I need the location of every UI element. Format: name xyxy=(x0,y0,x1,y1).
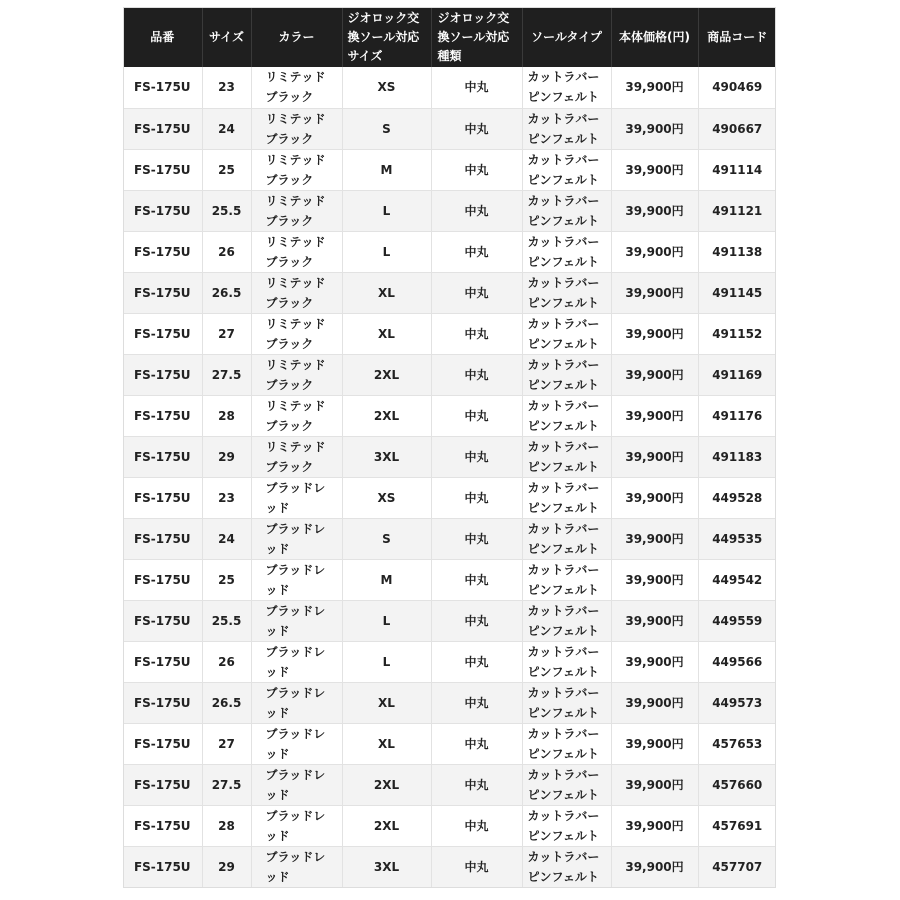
cell-product-number: FS-175U xyxy=(123,231,202,272)
cell-product-code: 449528 xyxy=(698,477,776,518)
cell-text: ブラッドレッド xyxy=(265,562,326,597)
cell-size: 28 xyxy=(202,805,251,846)
cell-product-number: FS-175U xyxy=(123,559,202,600)
cell-geolock-sole-type: 中丸 xyxy=(431,272,522,313)
cell-geolock-sole-type: 中丸 xyxy=(431,313,522,354)
cell-text: ブラッドレッド xyxy=(265,644,326,679)
cell-geolock-sole-type: 中丸 xyxy=(431,231,522,272)
cell-size: 25 xyxy=(202,559,251,600)
cell-size: 27.5 xyxy=(202,354,251,395)
cell-geolock-sole-type: 中丸 xyxy=(431,354,522,395)
cell-product-code: 491121 xyxy=(698,190,776,231)
table-row xyxy=(123,231,776,272)
cell-text: リミテッドブラック xyxy=(265,152,326,187)
cell-price: 39,900円 xyxy=(611,149,698,190)
cell-text: ブラッドレッド xyxy=(265,808,326,843)
cell-product-number: FS-175U xyxy=(123,518,202,559)
cell-size: 26.5 xyxy=(202,272,251,313)
cell-color xyxy=(251,723,342,764)
cell-product-code: 457691 xyxy=(698,805,776,846)
cell-geolock-sole-type: 中丸 xyxy=(431,682,522,723)
cell-geolock-sole-type: 中丸 xyxy=(431,723,522,764)
cell-sole-type xyxy=(522,682,611,723)
cell-sole-type xyxy=(522,149,611,190)
table-row xyxy=(123,559,776,600)
cell-geolock-sole-size: M xyxy=(342,559,431,600)
cell-geolock-sole-type: 中丸 xyxy=(431,805,522,846)
cell-color xyxy=(251,846,342,887)
table-row xyxy=(123,764,776,805)
cell-color xyxy=(251,600,342,641)
cell-text: カットラバーピンフェルト xyxy=(527,275,600,310)
cell-price: 39,900円 xyxy=(611,436,698,477)
cell-color xyxy=(251,436,342,477)
cell-product-number: FS-175U xyxy=(123,313,202,354)
spec-table-container xyxy=(123,7,776,888)
cell-size: 26.5 xyxy=(202,682,251,723)
cell-text: カットラバーピンフェルト xyxy=(527,603,600,638)
header-product-code: 商品コード xyxy=(698,7,776,67)
header-geolock-sole-size: ジオロック交換ソール対応サイズ xyxy=(342,7,431,67)
cell-geolock-sole-type: 中丸 xyxy=(431,600,522,641)
cell-text: カットラバーピンフェルト xyxy=(527,521,600,556)
cell-product-number: FS-175U xyxy=(123,805,202,846)
cell-product-code: 449573 xyxy=(698,682,776,723)
cell-geolock-sole-type: 中丸 xyxy=(431,395,522,436)
cell-geolock-sole-size: XL xyxy=(342,272,431,313)
cell-price: 39,900円 xyxy=(611,846,698,887)
cell-text: カットラバーピンフェルト xyxy=(527,644,600,679)
cell-sole-type xyxy=(522,231,611,272)
cell-price: 39,900円 xyxy=(611,272,698,313)
cell-text: カットラバーピンフェルト xyxy=(527,439,600,474)
cell-price: 39,900円 xyxy=(611,764,698,805)
cell-sole-type xyxy=(522,805,611,846)
cell-size: 27 xyxy=(202,313,251,354)
table-body xyxy=(123,67,776,887)
cell-product-number: FS-175U xyxy=(123,67,202,108)
cell-text: カットラバーピンフェルト xyxy=(527,357,600,392)
cell-product-code: 491183 xyxy=(698,436,776,477)
table-row xyxy=(123,395,776,436)
cell-text: カットラバーピンフェルト xyxy=(527,849,600,884)
cell-price: 39,900円 xyxy=(611,313,698,354)
cell-size: 26 xyxy=(202,641,251,682)
table-row xyxy=(123,354,776,395)
cell-product-code: 490667 xyxy=(698,108,776,149)
header-sole-type: ソールタイプ xyxy=(522,7,611,67)
cell-sole-type xyxy=(522,313,611,354)
cell-color xyxy=(251,395,342,436)
cell-text: カットラバーピンフェルト xyxy=(527,562,600,597)
cell-geolock-sole-size: 3XL xyxy=(342,436,431,477)
cell-text: カットラバーピンフェルト xyxy=(527,480,600,515)
cell-text: リミテッドブラック xyxy=(265,70,326,105)
cell-geolock-sole-size: 3XL xyxy=(342,846,431,887)
cell-product-number: FS-175U xyxy=(123,436,202,477)
cell-product-code: 457660 xyxy=(698,764,776,805)
cell-geolock-sole-type: 中丸 xyxy=(431,67,522,108)
cell-color xyxy=(251,559,342,600)
cell-product-number: FS-175U xyxy=(123,682,202,723)
cell-price: 39,900円 xyxy=(611,477,698,518)
cell-product-number: FS-175U xyxy=(123,477,202,518)
cell-sole-type xyxy=(522,641,611,682)
cell-product-number: FS-175U xyxy=(123,846,202,887)
cell-price: 39,900円 xyxy=(611,190,698,231)
cell-text: ブラッドレッド xyxy=(265,603,326,638)
cell-color xyxy=(251,108,342,149)
cell-geolock-sole-size: 2XL xyxy=(342,805,431,846)
cell-product-number: FS-175U xyxy=(123,395,202,436)
cell-product-code: 490469 xyxy=(698,67,776,108)
cell-product-code: 449566 xyxy=(698,641,776,682)
cell-text: リミテッドブラック xyxy=(265,193,326,228)
cell-geolock-sole-type: 中丸 xyxy=(431,764,522,805)
table-header xyxy=(123,7,776,67)
cell-product-number: FS-175U xyxy=(123,272,202,313)
cell-text: ブラッドレッド xyxy=(265,685,326,720)
cell-text: ブラッドレッド xyxy=(265,521,326,556)
cell-geolock-sole-size: XS xyxy=(342,67,431,108)
cell-product-number: FS-175U xyxy=(123,764,202,805)
table-row xyxy=(123,682,776,723)
cell-geolock-sole-size: XS xyxy=(342,477,431,518)
cell-sole-type xyxy=(522,600,611,641)
cell-text: カットラバーピンフェルト xyxy=(527,808,600,843)
cell-color xyxy=(251,313,342,354)
cell-geolock-sole-type: 中丸 xyxy=(431,190,522,231)
cell-product-code: 491169 xyxy=(698,354,776,395)
cell-product-number: FS-175U xyxy=(123,723,202,764)
cell-text: カットラバーピンフェルト xyxy=(527,111,600,146)
cell-size: 25 xyxy=(202,149,251,190)
cell-size: 28 xyxy=(202,395,251,436)
cell-color xyxy=(251,641,342,682)
table-row xyxy=(123,67,776,108)
cell-product-code: 491176 xyxy=(698,395,776,436)
cell-text: ブラッドレッド xyxy=(265,726,326,761)
cell-sole-type xyxy=(522,518,611,559)
cell-geolock-sole-size: XL xyxy=(342,682,431,723)
cell-color xyxy=(251,67,342,108)
cell-size: 29 xyxy=(202,846,251,887)
cell-product-number: FS-175U xyxy=(123,600,202,641)
cell-sole-type xyxy=(522,67,611,108)
cell-product-number: FS-175U xyxy=(123,190,202,231)
cell-price: 39,900円 xyxy=(611,231,698,272)
cell-size: 25.5 xyxy=(202,600,251,641)
cell-text: カットラバーピンフェルト xyxy=(527,398,600,433)
cell-color xyxy=(251,805,342,846)
cell-product-number: FS-175U xyxy=(123,354,202,395)
cell-text: カットラバーピンフェルト xyxy=(527,234,600,269)
cell-text: カットラバーピンフェルト xyxy=(527,152,600,187)
cell-color xyxy=(251,477,342,518)
cell-geolock-sole-size: 2XL xyxy=(342,354,431,395)
cell-size: 26 xyxy=(202,231,251,272)
cell-color xyxy=(251,764,342,805)
table-row xyxy=(123,477,776,518)
cell-geolock-sole-type: 中丸 xyxy=(431,559,522,600)
cell-geolock-sole-size: L xyxy=(342,190,431,231)
cell-geolock-sole-size: L xyxy=(342,600,431,641)
cell-text: リミテッドブラック xyxy=(265,316,326,351)
cell-size: 23 xyxy=(202,477,251,518)
cell-color xyxy=(251,518,342,559)
table-row xyxy=(123,272,776,313)
table-row xyxy=(123,518,776,559)
cell-color xyxy=(251,231,342,272)
cell-sole-type xyxy=(522,559,611,600)
cell-size: 24 xyxy=(202,108,251,149)
cell-color xyxy=(251,272,342,313)
table-row xyxy=(123,723,776,764)
cell-size: 27.5 xyxy=(202,764,251,805)
table-row xyxy=(123,108,776,149)
table-row xyxy=(123,600,776,641)
cell-geolock-sole-type: 中丸 xyxy=(431,641,522,682)
table-row xyxy=(123,313,776,354)
cell-geolock-sole-size: S xyxy=(342,108,431,149)
cell-geolock-sole-type: 中丸 xyxy=(431,518,522,559)
header-price: 本体価格(円) xyxy=(611,7,698,67)
cell-price: 39,900円 xyxy=(611,805,698,846)
cell-text: カットラバーピンフェルト xyxy=(527,726,600,761)
cell-price: 39,900円 xyxy=(611,108,698,149)
cell-text: リミテッドブラック xyxy=(265,111,326,146)
cell-sole-type xyxy=(522,354,611,395)
cell-price: 39,900円 xyxy=(611,518,698,559)
cell-price: 39,900円 xyxy=(611,682,698,723)
cell-geolock-sole-size: XL xyxy=(342,723,431,764)
cell-sole-type xyxy=(522,190,611,231)
cell-geolock-sole-size: XL xyxy=(342,313,431,354)
cell-text: カットラバーピンフェルト xyxy=(527,70,600,105)
cell-product-number: FS-175U xyxy=(123,108,202,149)
cell-text: リミテッドブラック xyxy=(265,357,326,392)
cell-geolock-sole-type: 中丸 xyxy=(431,436,522,477)
cell-geolock-sole-size: M xyxy=(342,149,431,190)
cell-sole-type xyxy=(522,846,611,887)
cell-text: カットラバーピンフェルト xyxy=(527,193,600,228)
table-row xyxy=(123,846,776,887)
cell-product-number: FS-175U xyxy=(123,149,202,190)
cell-text: ブラッドレッド xyxy=(265,480,326,515)
cell-product-number: FS-175U xyxy=(123,641,202,682)
cell-size: 29 xyxy=(202,436,251,477)
cell-geolock-sole-size: L xyxy=(342,641,431,682)
cell-price: 39,900円 xyxy=(611,67,698,108)
cell-sole-type xyxy=(522,477,611,518)
cell-text: カットラバーピンフェルト xyxy=(527,767,600,802)
cell-product-code: 449535 xyxy=(698,518,776,559)
cell-product-code: 449559 xyxy=(698,600,776,641)
header-geolock-sole-type: ジオロック交換ソール対応種類 xyxy=(431,7,522,67)
cell-text: ブラッドレッド xyxy=(265,767,326,802)
cell-price: 39,900円 xyxy=(611,641,698,682)
cell-price: 39,900円 xyxy=(611,723,698,764)
cell-color xyxy=(251,682,342,723)
table-row xyxy=(123,641,776,682)
header-product-number: 品番 xyxy=(123,7,202,67)
cell-product-code: 491152 xyxy=(698,313,776,354)
cell-text: リミテッドブラック xyxy=(265,398,326,433)
cell-text: カットラバーピンフェルト xyxy=(527,685,600,720)
table-row xyxy=(123,190,776,231)
cell-color xyxy=(251,190,342,231)
cell-sole-type xyxy=(522,436,611,477)
table-row xyxy=(123,805,776,846)
cell-color xyxy=(251,149,342,190)
cell-product-code: 491114 xyxy=(698,149,776,190)
cell-text: リミテッドブラック xyxy=(265,234,326,269)
cell-sole-type xyxy=(522,108,611,149)
cell-product-code: 491138 xyxy=(698,231,776,272)
cell-sole-type xyxy=(522,764,611,805)
cell-size: 23 xyxy=(202,67,251,108)
cell-price: 39,900円 xyxy=(611,559,698,600)
cell-geolock-sole-size: S xyxy=(342,518,431,559)
cell-geolock-sole-size: L xyxy=(342,231,431,272)
cell-geolock-sole-size: 2XL xyxy=(342,395,431,436)
cell-text: リミテッドブラック xyxy=(265,275,326,310)
cell-product-code: 457653 xyxy=(698,723,776,764)
cell-price: 39,900円 xyxy=(611,600,698,641)
cell-sole-type xyxy=(522,395,611,436)
cell-size: 25.5 xyxy=(202,190,251,231)
cell-price: 39,900円 xyxy=(611,354,698,395)
table-row xyxy=(123,149,776,190)
spec-table xyxy=(123,7,776,888)
cell-sole-type xyxy=(522,272,611,313)
cell-geolock-sole-size: 2XL xyxy=(342,764,431,805)
cell-geolock-sole-type: 中丸 xyxy=(431,108,522,149)
cell-geolock-sole-type: 中丸 xyxy=(431,149,522,190)
cell-text: ブラッドレッド xyxy=(265,849,326,884)
cell-product-code: 449542 xyxy=(698,559,776,600)
header-color: カラー xyxy=(251,7,342,67)
cell-text: リミテッドブラック xyxy=(265,439,326,474)
header-row xyxy=(123,7,776,67)
cell-product-code: 491145 xyxy=(698,272,776,313)
cell-size: 24 xyxy=(202,518,251,559)
cell-price: 39,900円 xyxy=(611,395,698,436)
cell-text: カットラバーピンフェルト xyxy=(527,316,600,351)
cell-geolock-sole-type: 中丸 xyxy=(431,846,522,887)
cell-color xyxy=(251,354,342,395)
cell-product-code: 457707 xyxy=(698,846,776,887)
cell-sole-type xyxy=(522,723,611,764)
header-size: サイズ xyxy=(202,7,251,67)
table-row xyxy=(123,436,776,477)
cell-size: 27 xyxy=(202,723,251,764)
cell-geolock-sole-type: 中丸 xyxy=(431,477,522,518)
